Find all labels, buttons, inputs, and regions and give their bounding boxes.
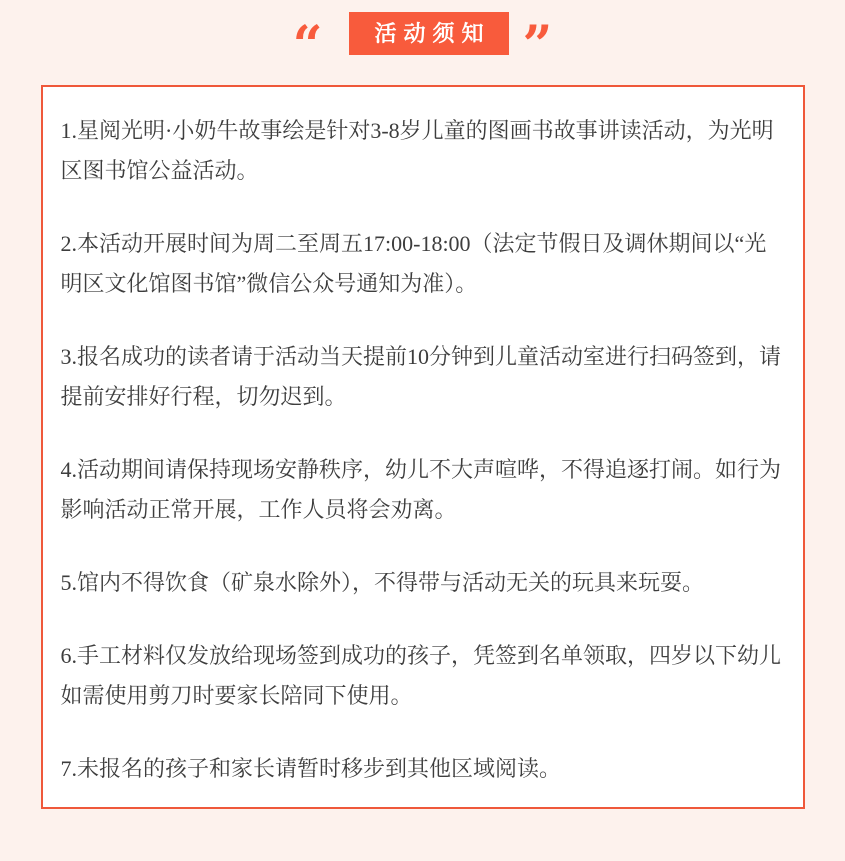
notice-item: 5.馆内不得饮食（矿泉水除外），不得带与活动无关的玩具来玩耍。 [60,570,705,595]
notice-item: 4.活动期间请保持现场安静秩序，幼儿不大声喧哗，不得追逐打闹。如行为影响活动正常开展，工作人员将会劝离。 [60,457,782,522]
section-header [0,0,845,76]
notice-item: 2.本活动开展时间为周二至周五17:00-18:00（法定节假日及调休期间以“光明区文化馆图书馆”微信公众号通知为准）。 [60,231,767,296]
open-quote-mark: “ [292,15,323,76]
notice-item: 1.星阅光明·小奶牛故事绘是针对3-8岁儿童的图画书故事讲读活动，为光明区图书馆公益活动。 [60,118,774,183]
notice-box [41,85,805,809]
notice-item: 3.报名成功的读者请于活动当天提前10分钟到儿童活动室进行扫码签到，请提前安排好行程，切勿迟到。 [60,344,782,409]
section-title-badge [349,12,508,55]
close-quote-mark: ” [522,15,553,76]
notice-item: 6.手工材料仅发放给现场签到成功的孩子，凭签到名单领取，四岁以下幼儿如需使用剪刀时要家长陪同下使用。 [60,643,782,708]
section-title: 活动须知 [374,21,491,46]
notice-item: 7.未报名的孩子和家长请暂时移步到其他区域阅读。 [60,756,562,781]
